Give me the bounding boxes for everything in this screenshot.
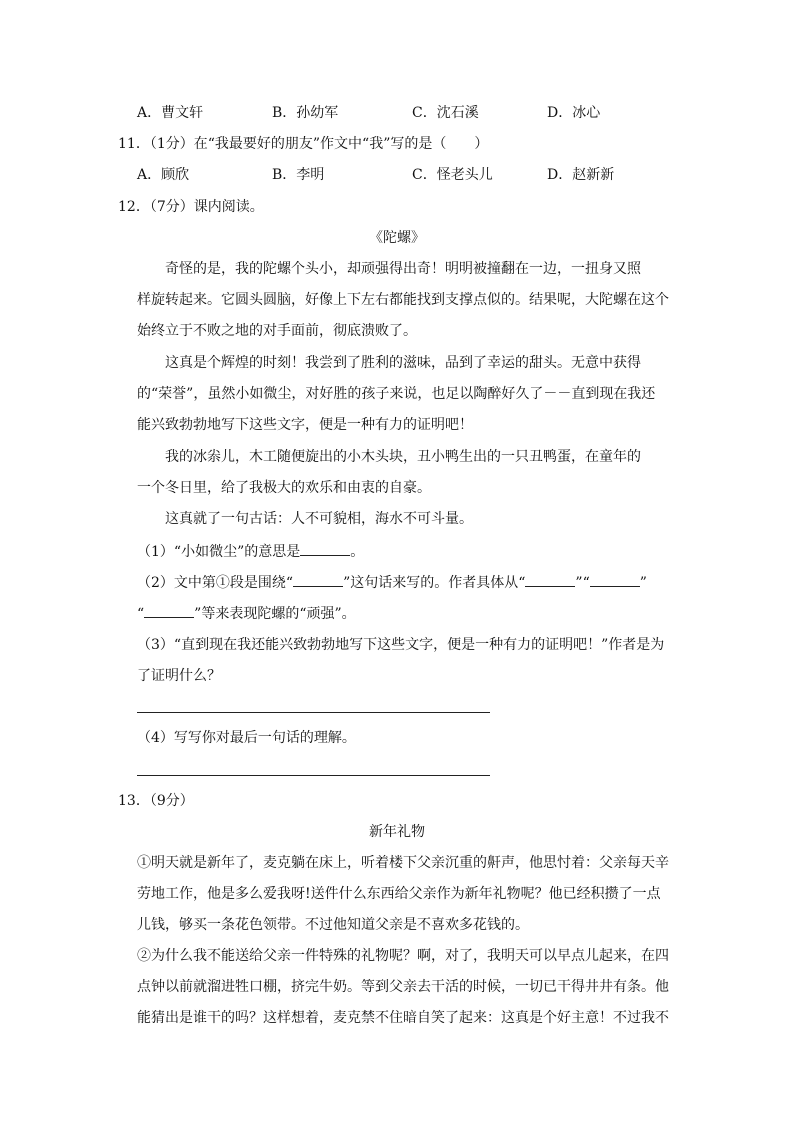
answer-blank[interactable] [525, 572, 575, 587]
q11-option-c: C．怪老头儿 [412, 167, 493, 183]
q13-passage-line: ①明天就是新年了，麦克躺在床上，听着楼下父亲沉重的鼾声，他思忖着：父亲每天辛 [137, 855, 669, 871]
q12-passage-line: 样旋转起来。它圆头圆脑，好像上下左右都能找到支撑点似的。结果呢，大陀螺在这个 [137, 292, 669, 308]
answer-blank[interactable] [590, 572, 640, 587]
q12-sub1-text: （1）“小如微尘”的意思是 [137, 544, 301, 560]
q12-sub2-text: ”“ [575, 575, 590, 591]
q12-passage-line: 一个冬日里，给了我极大的欢乐和由衷的自豪。 [137, 480, 431, 496]
q13-passage-line: 能猜出是谁干的吗？这样想着，麦克禁不住暗自笑了起来：这真是个好主意！不过我不 [137, 1010, 669, 1026]
q11-option-b: B．李明 [272, 167, 325, 183]
q13-passage-line: ②为什么我不能送给父亲一件特殊的礼物呢？啊，对了，我明天可以早点儿起来，在四 [137, 948, 669, 964]
q12-sub2-text: （2）文中第①段是围绕“ [137, 575, 294, 591]
answer-line[interactable] [137, 712, 490, 713]
q11-option-a: A．顾欣 [137, 167, 190, 183]
q12-sub2-text: ”这句话来写的。作者具体从“ [343, 575, 526, 591]
q13-passage-line: 劳地工作，他是多么爱我呀!送件什么东西给父亲作为新年礼物呢？他已经积攒了一点 [137, 886, 661, 902]
q11-stem: 11．（1分）在“我最要好的朋友”作文中“我”写的是（ ） [118, 136, 489, 152]
answer-blank[interactable] [300, 541, 350, 556]
answer-line[interactable] [137, 775, 490, 776]
q12-sub2-text: ”等来表现陀螺的“顽强”。 [194, 606, 356, 622]
q12-passage-line: 奇怪的是，我的陀螺个头小，却顽强得出奇！明明被撞翻在一边，一扭身又照 [165, 261, 641, 277]
q10-option-c: C．沈石溪 [412, 105, 479, 121]
answer-blank[interactable] [144, 603, 194, 618]
q12-sub1-end: 。 [350, 544, 365, 560]
q12-passage-line: 这真是个辉煌的时刻！我尝到了胜利的滋味，品到了幸运的甜头。无意中获得 [165, 355, 641, 371]
q13-passage-title: 新年礼物 [369, 824, 425, 840]
q10-option-a: A．曹文轩 [137, 105, 204, 121]
q13-passage-line: 儿钱，够买一条花色领带。不过他知道父亲是不喜欢多花钱的。 [137, 917, 529, 933]
q12-sub3-line2: 了证明什么？ [137, 668, 221, 684]
q12-sub1 [137, 541, 364, 562]
q10-option-d: D．冰心 [547, 105, 601, 121]
q10-option-b: B．孙幼军 [272, 105, 339, 121]
q12-sub2 [137, 572, 647, 593]
q12-sub3-line1: （3）“直到现在我还能兴致勃勃地写下这些文字，便是一种有力的证明吧！”作者是为 [137, 637, 665, 653]
q13-passage-line: 点钟以前就溜进牲口棚，挤完牛奶。等到父亲去干活的时候，一切已干得井井有条。他 [137, 979, 669, 995]
q12-sub2-cont [137, 603, 356, 624]
q11-option-d: D．赵新新 [547, 167, 615, 183]
q12-sub4: （4）写写你对最后一句话的理解。 [137, 730, 356, 746]
q12-sub2-text: ” [639, 575, 647, 591]
q12-passage-title: 《陀螺》 [369, 230, 425, 246]
q12-passage-line: 的“荣誉”，虽然小如微尘，对好胜的孩子来说，也足以陶醉好久了－－直到现在我还 [137, 386, 656, 402]
q12-passage-line: 我的冰尜儿，木工随便旋出的小木头块，丑小鸭生出的一只丑鸭蛋，在童年的 [165, 449, 641, 465]
q12-sub2-text: “ [137, 606, 145, 622]
q12-stem: 12．（7分）课内阅读。 [118, 199, 264, 215]
q12-passage-line: 能兴致勃勃地写下这些文字，便是一种有力的证明吧！ [137, 417, 473, 433]
q12-passage-line: 这真就了一句古话：人不可貌相，海水不可斗量。 [165, 511, 473, 527]
q13-stem: 13．（9分） [118, 793, 194, 809]
q12-passage-line: 始终立于不败之地的对手面前，彻底溃败了。 [137, 323, 417, 339]
answer-blank[interactable] [293, 572, 343, 587]
